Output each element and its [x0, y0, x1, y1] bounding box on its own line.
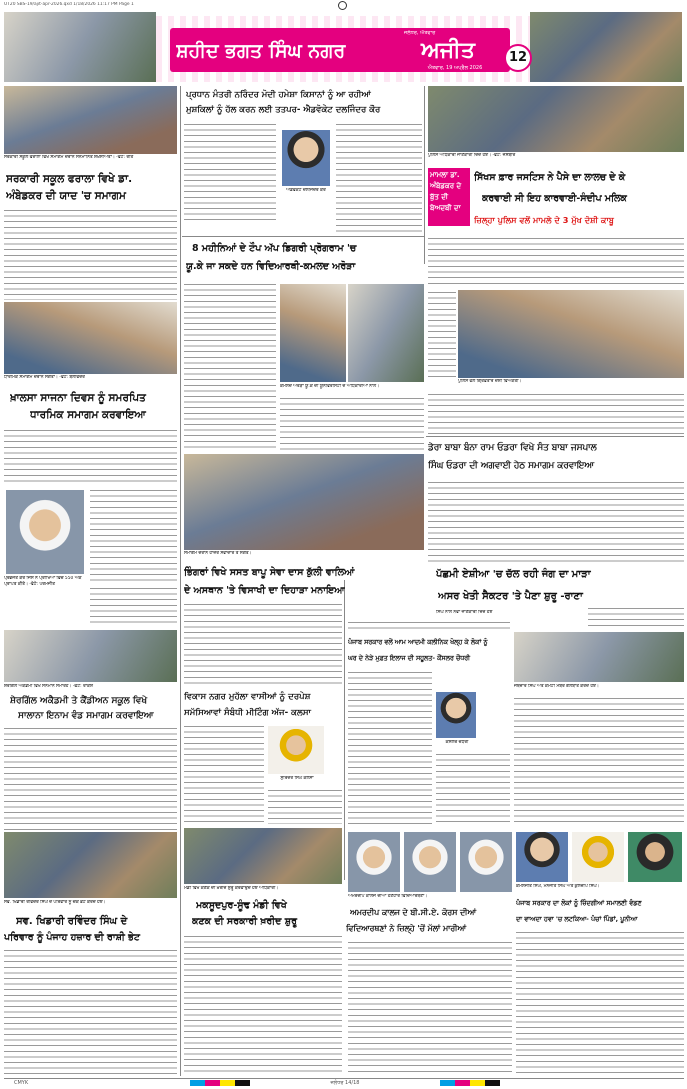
column-rule — [180, 86, 181, 1076]
headline-vikram-2: ਸਮੱਸਿਆਵਾਂ ਸੰਬੰਧੀ ਮੀਟਿੰਗ ਅੱਜ- ਕਲਸਾ — [184, 708, 312, 718]
headline-college: ਅਮਰਦੀਪ ਕਾਲਜ ਦੇ ਬੀ.ਸੀ.ਏ. ਕੋਰਸ ਦੀਆਂ — [350, 908, 477, 917]
masthead-photo-left — [4, 12, 156, 82]
box-sikh-ambedkar: ਮਾਮਲਾ ਡਾ. ਅੰਬੇਡਕਰ ਦੇ ਬੁੱਤ ਦੀ ਬੇਅਦਬੀ ਦਾ — [428, 168, 470, 226]
headline-sherwood: ਸ਼ੇਰਗਿੱਲ ਅਕੈਡਮੀ ਤੇ ਕੈਂਡੀਅਨ ਸਕੂਲ ਵਿਖੇ — [10, 696, 148, 706]
photo-sikh-leaders — [514, 632, 684, 682]
article-body-sikh-left — [428, 290, 456, 378]
article-body-sikh-lower — [428, 392, 684, 434]
headline-visakhi-2: ਦੇ ਅਸਥਾਨ 'ਤੇ ਵਿਸਾਖੀ ਦਾ ਦਿਹਾੜਾ ਮਨਾਇਆ — [184, 585, 345, 596]
article-body-vikram — [184, 724, 264, 824]
photo-ravinder-family — [4, 832, 177, 898]
article-body-ravinder — [4, 948, 177, 1074]
headline-uk: 8 ਮਹੀਨਿਆਂ ਦੇ ਟੌਪ ਅੱਪ ਡਿਗਰੀ ਪ੍ਰੋਗਰਾਮ 'ਚ — [192, 243, 357, 254]
article-body-punjab-govt — [348, 670, 432, 826]
masthead-photo-right — [530, 12, 682, 82]
caption-councillor-chaudhary: ਕੌਂਸਲਰ ਚੌਧਰੀ — [445, 740, 469, 745]
caption-school-guests: ਸਰਕਾਰੀ ਸਕੂਲ ਫਰਾਲਾ ਵਿਖੇ ਸਮਾਗਮ ਦੌਰਾਨ ਸਨਮਾਨਿਤ ਸ਼ਖ਼ਸੀਅਤਾਂ। -ਫੋਟੋ: ਰੀਤ — [4, 155, 134, 160]
caption-three-portraits: ਕਮਲਜੀਤ ਸਿੰਘ, ਮਨਜੀਤ ਸਿੰਘ ਅਤੇ ਕੁਲਦੀਪ ਸਿੰਘ। — [516, 884, 600, 889]
caption-accused: ਪੁਲਿਸ ਵਲੋਂ ਗ੍ਰਿਫ਼ਤਾਰ ਦੋਸ਼ੀ ਵਿਅਕਤੀ। — [458, 379, 522, 384]
headline-mandi: ਮਕਸੂਦਪੁਰ-ਸੂੰਢ ਮੰਡੀ ਵਿਖੇ — [196, 900, 287, 911]
photo-college-student-2 — [404, 832, 456, 892]
masthead-brand: ਅਜੀਤ — [421, 37, 475, 63]
caption-mandi: ਮੰਡੀ ਵਿਖੇ ਕਣਕ ਦੀ ਖ਼ਰੀਦ ਸ਼ੁਰੂ ਕਰਵਾਉਂਦੇ ਹੋਏ ਅਧਿਕਾਰੀ। — [184, 886, 279, 891]
headline-sikh-2: ਕਰਵਾਈ ਸੀ ਇਹ ਕਾਰਵਾਈ-ਸੰਦੀਪ ਮਲਿਕ — [482, 193, 627, 204]
headline-war-2: ਅਸਰ ਖੇਤੀ ਸੈਕਟਰ 'ਤੇ ਪੈਣਾ ਸ਼ੁਰੂ -ਰਾਣਾ — [438, 591, 583, 602]
photo-girl-student — [6, 490, 84, 574]
footer-cmyk: CMYK — [14, 1080, 29, 1086]
print-slug: UT20 SBS-19/ajit-apr-2026.qxd 1/18/2026 11:17 PM Page 1 — [4, 2, 134, 7]
headline-khalsa-2: ਧਾਰਮਿਕ ਸਮਾਗਮ ਕਰਵਾਇਆ — [30, 409, 146, 421]
photo-uk-meeting — [280, 284, 346, 382]
masthead-title: ਸ਼ਹੀਦ ਭਗਤ ਸਿੰਘ ਨਗਰ — [176, 40, 346, 62]
color-bar — [440, 1080, 500, 1086]
article-body-uk — [184, 282, 276, 450]
article-body-modi — [184, 122, 276, 222]
article-body-school — [4, 208, 177, 300]
caption-daljinder-kaur: ਐਡਵੋਕੇਟ ਦਲਜਿੰਦਰ ਕੌਰ — [286, 188, 326, 193]
headline-sikh: ਸਿੱਖਸ ਫ਼ਾਰ ਜਸਟਿਸ ਨੇ ਪੈਸੇ ਦਾ ਲਾਲਚ ਦੇ ਕੇ — [474, 172, 626, 183]
headline-pind-2: ਦਾ ਵਾਅਦਾ ਹਵਾ 'ਚ ਲਟਕਿਆ- ਪੰਚਾਂ ਪਿੰਡਾਂ, ਪੂਨੀਆ — [516, 915, 638, 923]
caption-dharmik-samagam: ਧਾਰਮਿਕ ਸਮਾਗਮ ਦੌਰਾਨ ਸੰਗਤਾਂ। -ਫੋਟੋ: ਬਲਵਿੰਦਰ — [4, 375, 85, 380]
column-rule — [424, 86, 425, 264]
article-body-punjab-govt-right — [436, 752, 510, 826]
headline-uk-2: ਯੂ.ਕੇ ਜਾ ਸਕਦੇ ਹਨ ਵਿਦਿਆਰਥੀ-ਕਮਲਦ ਅਰੋੜਾ — [186, 261, 356, 272]
color-bar — [190, 1080, 250, 1086]
headline-school: ਸਰਕਾਰੀ ਸਕੂਲ ਫਰਾਲਾ ਵਿਖੇ ਡਾ. — [6, 173, 133, 185]
photo-daljinder-kaur — [282, 130, 330, 186]
caption-surinder-kalsa: ਸੁਰਿੰਦਰ ਸਿੰਘ ਕਲਸਾ — [280, 776, 314, 781]
caption-police-officers: ਪੁਲਿਸ ਅਧਿਕਾਰੀ ਜਾਣਕਾਰੀ ਦਿੰਦੇ ਹੋਏ। -ਫੋਟੋ: ਜਸਬੀਰ — [428, 153, 516, 158]
caption-ravinder-family: ਸਵ. ਖਿਡਾਰੀ ਰਵਿੰਦਰ ਸਿੰਘ ਦੇ ਪਰਿਵਾਰ ਨੂੰ ਚੈੱਕ ਭੇਟ ਕਰਦੇ ਹੋਏ। — [4, 900, 106, 905]
masthead-date: ਐਤਵਾਰ, 19 ਅਪ੍ਰੈਲ 2026 — [427, 65, 483, 71]
article-body-sikh-leaders — [514, 696, 684, 826]
headline-khalsa: ਖ਼ਾਲਸਾ ਸਾਜਨਾ ਦਿਵਸ ਨੂੰ ਸਮਰਪਿਤ — [10, 392, 146, 404]
photo-councillor-chaudhary — [436, 692, 476, 738]
article-body-uk-right — [280, 396, 424, 450]
headline-modi-2: ਮੁਸ਼ਕਿਲਾਂ ਨੂੰ ਹੱਲ ਕਰਨ ਲਈ ਤਤਪਰ- ਐਡਵੋਕੇਟ ਦਲਜਿੰਦਰ ਕੌਰ — [186, 105, 381, 115]
headline-modi: ਪ੍ਰਧਾਨ ਮੰਤਰੀ ਨਰਿੰਦਰ ਮੋਦੀ ਹਮੇਸ਼ਾ ਕਿਸਾਨਾਂ ਨੂੰ ਆ ਰਹੀਆਂ — [186, 90, 371, 100]
headline-sherwood-2: ਸਾਲਾਨਾ ਇਨਾਮ ਵੰਡ ਸਮਾਗਮ ਕਰਵਾਇਆ — [18, 711, 154, 721]
caption-sewa-sangat: ਸਮਾਗਮ ਦੌਰਾਨ ਹਾਜ਼ਰ ਸੇਵਾਦਾਰ ਤੇ ਸੰਗਤ। — [184, 551, 252, 556]
headline-punjab-govt: ਪੰਜਾਬ ਸਰਕਾਰ ਵਲੋਂ ਆਮ ਆਦਮੀ ਕਲੀਨਿਕ ਖੋਲ੍ਹ ਕੇ ਲੋਕਾਂ ਨੂੰ — [348, 639, 488, 646]
photo-sewa-sangat — [184, 454, 424, 550]
article-body-khalsa — [4, 428, 177, 486]
photo-college-student-3 — [460, 832, 512, 892]
photo-college-student-1 — [348, 832, 400, 892]
headline-punjab-govt-2: ਘਰ ਦੇ ਨੇੜੇ ਮੁਫ਼ਤ ਇਲਾਜ ਦੀ ਸਹੂਲਤ- ਕੌਂਸਲਰ ਚੌਧਰੀ — [348, 655, 470, 662]
headline-pind: ਪੰਜਾਬ ਸਰਕਾਰ ਦਾ ਲੋਕਾਂ ਨੂੰ ਜ਼ਿੰਦਗੀਆਂ ਸਮਾਲਣੀ ਵੰਡਣ — [516, 899, 642, 907]
section-rule — [182, 236, 424, 237]
headline-dera: ਡੇਰਾ ਬਾਬਾ ਬੰਨਾ ਰਾਮ ਓਡਰਾ ਵਿਖੇ ਸੰਤ ਬਾਬਾ ਜਸਪਾਲ — [428, 443, 597, 453]
photo-sherwood-award — [4, 630, 177, 682]
registration-mark-top — [338, 1, 347, 10]
article-body-girl — [90, 586, 177, 626]
section-rule — [426, 436, 684, 437]
article-body-pind — [516, 930, 684, 1074]
headline-visakhi: ਭਿੰਗਰਾਂ ਵਿਖੇ ਸਸਤ ਬਾਪੂ ਸੇਵਾ ਦਾਸ ਕੁੱਲੀ ਵਾਲਿਆਂ — [184, 567, 355, 578]
headline-ravinder: ਸਵ. ਖਿਡਾਰੀ ਰਵਿੰਦਰ ਸਿੰਘ ਦੇ — [16, 916, 128, 927]
headline-dera-2: ਸਿੰਘ ਓਡਰਾ ਦੀ ਅਗਵਾਈ ਹੇਠ ਸਮਾਗਮ ਕਰਵਾਇਆ — [428, 461, 594, 471]
caption-college-students: ਅਮਰਦੀਪ ਕਾਲਜ ਦੀਆਂ ਹੋਣਹਾਰ ਵਿਦਿਆਰਥਣਾਂ। — [348, 894, 428, 899]
photo-surinder-kalsa — [268, 726, 324, 774]
article-body-war — [348, 620, 510, 630]
article-body-visakhi — [184, 602, 342, 688]
headline-ravinder-2: ਪਰਿਵਾਰ ਨੂੰ ਪੰਜਾਹ ਹਜ਼ਾਰ ਦੀ ਰਾਸ਼ੀ ਭੇਟ — [4, 932, 141, 943]
headline-war: ਪੱਛਮੀ ਏਸ਼ੀਆ 'ਚ ਚੱਲ ਰਹੀ ਜੰਗ ਦਾ ਮਾੜਾ — [436, 569, 591, 580]
subhead-sikh: ਜ਼ਿਲ੍ਹਾ ਪੁਲਿਸ ਵਲੋਂ ਮਾਮਲੇ ਦੇ 3 ਮੁੱਖ ਦੋਸ਼ੀ ਕਾਬੂ — [474, 215, 614, 225]
photo-portrait-1 — [516, 832, 568, 882]
byline-war: ਸਿੰਘ ਨਾਲ ਨਵਾਂ ਜਾਣਕਾਰੀ ਦਿੰਦੇ ਹੋਏ — [436, 610, 493, 615]
article-body-dera — [428, 480, 684, 566]
column-rule — [344, 580, 345, 880]
article-body-mandi — [184, 934, 342, 1074]
caption-sikh-leaders: ਜਥੇਦਾਰ ਸਿੰਘ ਅਤੇ ਕਮੇਟੀ ਮੈਂਬਰ ਗੱਲਬਾਤ ਕਰਦੇ ਹੋਏ। — [514, 684, 599, 689]
masthead-small-top: ਜਲੰਧਰ, ਐਤਵਾਰ — [404, 30, 436, 36]
article-body-modi-right — [336, 122, 422, 232]
headline-school-2: ਅੰਬੇਡਕਰ ਦੀ ਯਾਦ 'ਚ ਸਮਾਗਮ — [6, 190, 126, 202]
photo-police-officers — [428, 86, 684, 152]
headline-college-2: ਵਿਦਿਆਰਥਣਾਂ ਨੇ ਜ਼ਿਲ੍ਹੇ 'ਚੋਂ ਮੱਲਾਂ ਮਾਰੀਆਂ — [346, 924, 466, 933]
photo-school-guests — [4, 86, 177, 154]
caption-girl-student: ਪ੍ਰਭਜੋਤ ਕੌਰ ਜਿਸ ਨੇ ਪ੍ਰੀਖਿਆ ਵਿਚੋਂ 550 ਅੰਕ ਪ੍ਰਾਪਤ ਕੀਤੇ। -ਫੋਟੋ: ਪਰਮਜੀਤ — [4, 576, 82, 587]
caption-uk-meeting: ਕਮਲਦ ਅਰੋੜਾ ਯੂ.ਕੇ ਦੀ ਯੂਨੀਵਰਸਿਟੀ ਦੇ ਅਧਿਕਾਰੀਆਂ ਨਾਲ। — [280, 384, 380, 389]
article-body-sikh — [428, 236, 684, 288]
page-number: 12 — [504, 44, 532, 72]
photo-accused — [458, 290, 684, 378]
photo-portrait-3 — [628, 832, 682, 882]
article-body-khalsa-right — [90, 488, 177, 584]
article-body-college — [348, 940, 512, 1074]
photo-dharmik-samagam — [4, 302, 177, 374]
headline-mandi-2: ਕਣਕ ਦੀ ਸਰਕਾਰੀ ਖ਼ਰੀਦ ਸ਼ੁਰੂ — [192, 916, 297, 927]
photo-mandi — [184, 828, 342, 884]
caption-sherwood-award: ਸ਼ੇਰਗਿੱਲ ਅਕੈਡਮੀ ਵਿਖੇ ਸਨਮਾਨ ਸਮਾਰੋਹ। -ਫੋਟੋ: ਰਾਕੇਸ਼ — [4, 684, 93, 689]
article-body-war-right — [588, 606, 684, 630]
footer-page-slug: ਜਲੰਧਰ 14/18 — [330, 1080, 360, 1086]
photo-uk-meeting-2 — [348, 284, 424, 382]
photo-portrait-2 — [572, 832, 624, 882]
article-body-vikram-right — [268, 788, 342, 824]
headline-vikram: ਵਿਕਾਸ ਨਗਰ ਮੁਹੱਲਾ ਵਾਸੀਆਂ ਨੂੰ ਦਰਪੇਸ਼ — [184, 692, 311, 702]
article-body-sherwood — [4, 726, 177, 830]
